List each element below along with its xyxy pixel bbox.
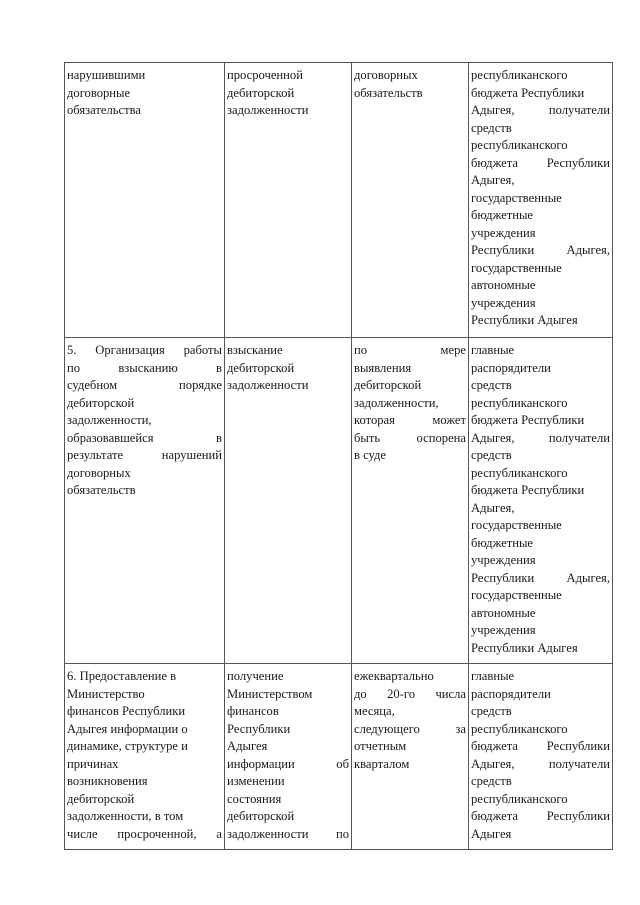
cell-text-line: нарушившими [67, 68, 146, 82]
cell-text-line: средств [471, 704, 512, 718]
cell-measure [65, 63, 225, 338]
cell-text-line: средств [471, 774, 512, 788]
cell-text-line: Адыгея, получатели [471, 756, 610, 771]
cell-text-line: кварталом [354, 756, 410, 771]
cell-text-line: 5. Организация работы [67, 343, 222, 357]
cell-text-line: задолженности [227, 378, 309, 392]
cell-text-line: средств [471, 448, 512, 462]
cell-text-line: государственные [471, 190, 562, 205]
cell-text-line: взыскание [227, 343, 283, 357]
cell-measure [65, 338, 225, 664]
cell-text-line: Республики Адыгея [471, 313, 578, 327]
cell-measure [65, 664, 225, 850]
cell-text-line: 6. Предоставление в [67, 669, 177, 683]
cell-text-line: автономные [471, 605, 536, 620]
cell-text-line: договорные [67, 85, 131, 100]
cell-text-line: задолженности [227, 103, 309, 117]
cell-result [225, 338, 352, 664]
cell-text-line: республиканского [471, 791, 568, 806]
cell-text-line: дебиторской [67, 395, 135, 410]
cell-text-line: обязательств [67, 483, 136, 497]
cell-text-line: месяца, [354, 704, 395, 718]
cell-text-line: бюджетные [471, 208, 534, 222]
cell-text-line: учреждения [471, 623, 536, 637]
cell-text-line: бюджета Республики [471, 155, 610, 170]
cell-text-line: дебиторской [227, 360, 295, 375]
cell-text-line: ежеквартально [354, 669, 434, 683]
table-row [65, 63, 613, 338]
cell-text-line: Адыгея, [471, 173, 515, 187]
cell-text-line: дебиторской [227, 85, 295, 100]
cell-text-line: финансов [227, 704, 279, 718]
cell-text-line: бюджета Республики [471, 809, 610, 823]
cell-text-line: причинах [67, 756, 119, 771]
cell-text-line: дебиторской [67, 791, 135, 806]
cell-text-line: Министерством [227, 686, 313, 701]
cell-text-line: обязательства [67, 103, 142, 117]
cell-text-line: дебиторской [354, 378, 422, 392]
cell-text-line: по взысканию в [67, 360, 222, 375]
cell-text-line: следующего за [354, 721, 466, 736]
document-table [64, 62, 613, 850]
cell-executors [469, 63, 613, 338]
table-row [65, 664, 613, 850]
cell-text-line: государственные [471, 260, 562, 275]
cell-executors [469, 338, 613, 664]
cell-text-line: распорядители [471, 686, 551, 701]
cell-text-line: государственные [471, 518, 562, 532]
cell-text-line: Республики Адыгея, [471, 570, 610, 585]
cell-text-line: республиканского [471, 395, 568, 410]
cell-text-line: отчетным [354, 739, 407, 753]
cell-text-line: получение [227, 669, 284, 683]
cell-text-line: Республики [227, 721, 291, 736]
cell-text-line: договорных [67, 465, 131, 480]
cell-deadline [352, 338, 469, 664]
cell-text-line: Адыгея, получатели [471, 103, 610, 117]
cell-text-line: Адыгея, получатели [471, 430, 610, 445]
cell-text-line: состояния [227, 791, 282, 806]
cell-text-line: Республики Адыгея [471, 640, 578, 655]
cell-text-line: изменении [227, 774, 285, 788]
cell-text-line: дебиторской [227, 809, 295, 823]
cell-deadline [352, 664, 469, 850]
cell-text-line: средств [471, 120, 512, 135]
cell-text-line: договорных [354, 68, 418, 82]
cell-text-line: государственные [471, 588, 562, 602]
table-row [65, 338, 613, 664]
cell-text-line: результате нарушений [67, 448, 222, 462]
cell-text-line: бюджета Республики [471, 85, 585, 100]
cell-result [225, 664, 352, 850]
cell-text-line: главные [471, 343, 515, 357]
cell-text-line: бюджета Республики [471, 483, 585, 497]
cell-text-line: автономные [471, 278, 536, 292]
cell-text-line: до 20-го числа [354, 686, 466, 701]
cell-text-line: бюджета Республики [471, 739, 610, 753]
cell-text-line: Министерство [67, 686, 145, 701]
cell-text-line: в суде [354, 448, 387, 462]
cell-text-line: которая может [354, 413, 466, 427]
cell-deadline [352, 63, 469, 338]
cell-text-line: Адыгея информации о [67, 721, 188, 736]
cell-text-line: Республики Адыгея, [471, 243, 610, 257]
cell-text-line: задолженности по [227, 826, 349, 841]
cell-text-line: учреждения [471, 553, 536, 567]
cell-text-line: учреждения [471, 225, 536, 240]
cell-text-line: динамике, структуре и [67, 739, 188, 753]
cell-executors [469, 664, 613, 850]
cell-text-line: республиканского [471, 138, 568, 152]
cell-text-line: выявления [354, 360, 412, 375]
cell-text-line: возникновения [67, 774, 148, 788]
cell-text-line: образовавшейся в [67, 430, 222, 445]
cell-text-line: быть оспорена [354, 430, 466, 445]
cell-text-line: республиканского [471, 68, 568, 82]
cell-text-line: Адыгея [227, 739, 268, 753]
cell-text-line: судебном порядке [67, 378, 222, 392]
cell-text-line: просроченной [227, 68, 303, 82]
cell-text-line: распорядители [471, 360, 551, 375]
cell-text-line: Адыгея, [471, 500, 515, 515]
cell-text-line: бюджета Республики [471, 413, 585, 427]
cell-text-line: средств [471, 378, 512, 392]
cell-text-line: задолженности, [354, 395, 439, 410]
cell-text-line: учреждения [471, 295, 536, 310]
cell-text-line: задолженности, [67, 413, 152, 427]
cell-text-line: республиканского [471, 465, 568, 480]
cell-text-line: задолженности, в том [67, 809, 184, 823]
cell-text-line: бюджетные [471, 535, 534, 550]
cell-result [225, 63, 352, 338]
cell-text-line: главные [471, 669, 515, 683]
cell-text-line: Адыгея [471, 826, 512, 841]
cell-text-line: по мере [354, 343, 466, 357]
cell-text-line: обязательств [354, 85, 423, 100]
cell-text-line: финансов Республики [67, 704, 186, 718]
cell-text-line: числе просроченной, а [67, 826, 222, 841]
cell-text-line: республиканского [471, 721, 568, 736]
cell-text-line: информации об [227, 756, 349, 771]
